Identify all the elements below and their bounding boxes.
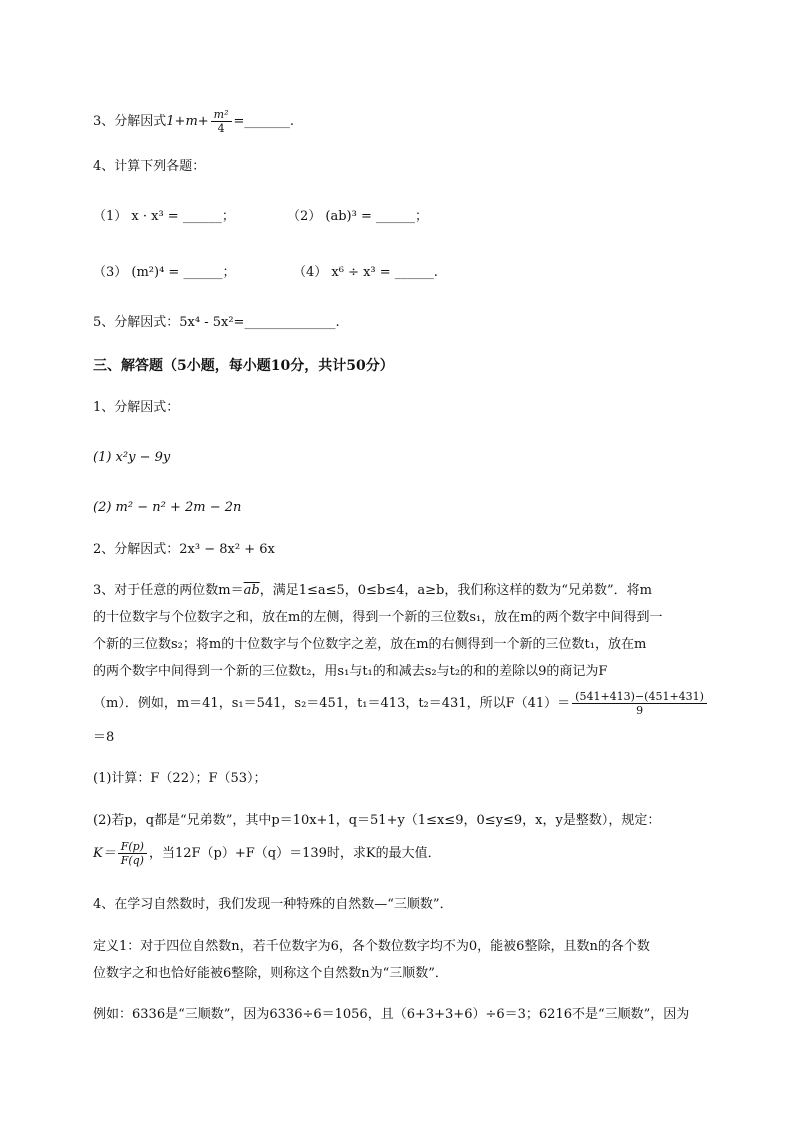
answer-2: 2、分解因式：2x³ − 8x² + 6x (93, 542, 275, 557)
q4-part-2: （2） (ab)³ = ______； (287, 209, 428, 224)
answer-1-part-2: (2) m² − n² + 2m − 2n (93, 500, 242, 515)
section-3-title: 三、解答题（5小题，每小题10分，共计50分） (93, 358, 394, 374)
answer-3-question-2-rest: ，当12F（p）+F（q）＝139时，求K的最大值． (148, 846, 441, 861)
answer-3-line-4: 的两个数字中间得到一个新的三位数t₂，用s₁与t₁的和减去s₂与t₂的和的差除以9的商记为F (93, 664, 608, 679)
answer-3-line-2: 的十位数字与个位数字之和，放在m的左侧，得到一个新的三位数s₁，放在m的两个数字中间得到一 (93, 610, 663, 625)
answer-3-line-1-b: ，满足1≤a≤5，0≤b≤4，a≥b，我们称这样的数为“兄弟数”．将m (259, 583, 652, 598)
q3-prefix: 3、分解因式 (93, 114, 167, 129)
q3-suffix: =_______. (233, 114, 295, 129)
answer-3-k: K＝ (93, 846, 116, 861)
answer-3-question-2-formula (93, 840, 441, 867)
q4-title: 4、计算下列各题： (93, 159, 206, 174)
answer-1-part-1: (1) x²y − 9y (93, 450, 171, 465)
q3-frac-num: m² (211, 108, 232, 122)
answer-3-frac-den: 9 (636, 704, 644, 717)
q3-fill-blank (93, 108, 294, 135)
answer-3-ab-overline: $\overline{ab}$ (243, 583, 260, 598)
q5-fill-blank: 5、分解因式：5x⁴ - 5x²=______________. (93, 315, 340, 330)
answer-3-k-fraction (118, 840, 147, 867)
answer-3-line-5 (93, 690, 709, 717)
answer-4-def-line-2: 位数字之和也恰好能被6整除，则称这个自然数n为“三顺数”． (93, 966, 448, 981)
answer-3-line-6: ＝8 (93, 730, 115, 745)
q3-frac-den: 4 (217, 122, 225, 135)
answer-3-line-5-a: （m）．例如，m＝41，s₁＝541，s₂＝451，t₁＝413，t₂＝431，所以F（41）＝ (93, 696, 571, 711)
q3-expr: 1+m+ (166, 114, 209, 129)
answer-3-k-num: F(p) (118, 840, 147, 854)
answer-3-fraction (572, 690, 707, 717)
q4-part-3: （3） (m²)⁴ = ______； (93, 265, 236, 280)
answer-1-title: 1、分解因式： (93, 400, 180, 415)
answer-4-title: 4、在学习自然数时，我们发现一种特殊的自然数—“三顺数”． (93, 897, 453, 912)
q4-part-1: （1） x · x³ = ______； (93, 209, 235, 224)
q4-part-4: （4） x⁶ ÷ x³ = ______. (293, 265, 438, 280)
answer-3-question-2: (2)若p，q都是“兄弟数”，其中p＝10x+1，q＝51+y（1≤x≤9，0≤y≤9，x，y是整数），规定： (93, 813, 661, 828)
answer-3-k-den: F(q) (120, 854, 144, 867)
answer-4-def-line-1: 定义1：对于四位自然数n，若千位数字为6，各个数位数字均不为0，能被6整除，且数n的各个数 (93, 939, 650, 954)
answer-3-line-1-a: 3、对于任意的两位数m＝ (93, 583, 244, 598)
answer-3-line-1 (93, 582, 652, 600)
answer-3-frac-num: (541+413)−(451+431) (572, 690, 707, 704)
answer-4-example: 例如：6336是“三顺数”，因为6336÷6＝1056，且（6+3+3+6）÷6＝3；6216不是“三顺数”，因为 (93, 1007, 690, 1022)
answer-3-line-3: 个新的三位数s₂；将m的十位数字与个位数字之差，放在m的右侧得到一个新的三位数t₁，放在m (93, 637, 647, 652)
answer-3-question-1: (1)计算：F（22）；F（53）； (93, 771, 267, 786)
q3-fraction (211, 108, 232, 135)
